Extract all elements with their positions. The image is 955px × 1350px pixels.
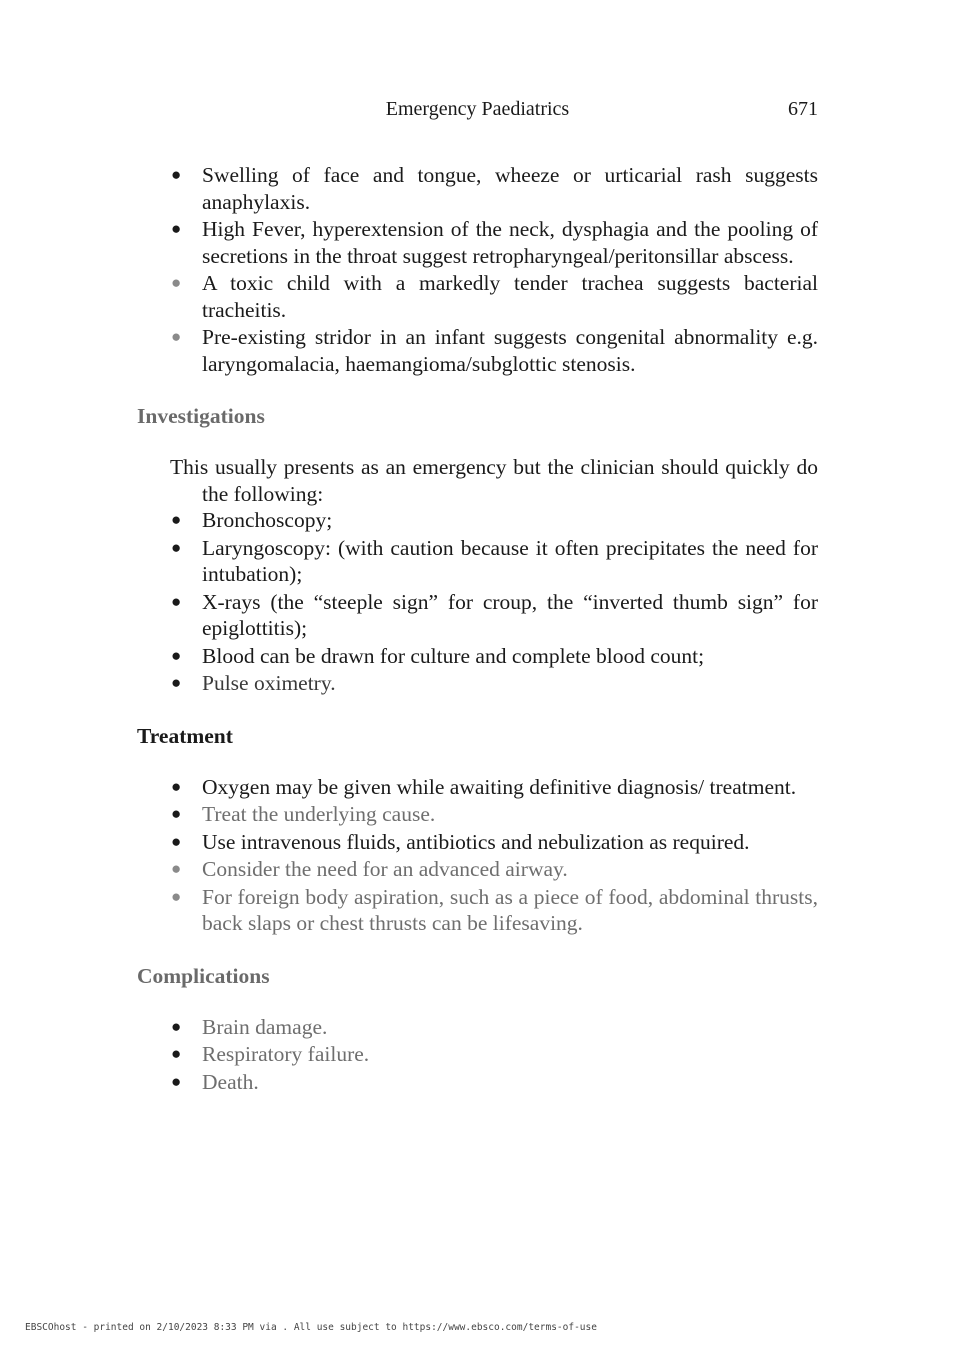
- bullet-icon: ●: [171, 645, 182, 665]
- page-body: [137, 162, 818, 1096]
- list-item: ● For foreign body aspiration, such as a piece of food, abdominal thrusts, back slaps or chest thrusts can be lifesaving.: [171, 884, 818, 935]
- bullet-icon: ●: [171, 1071, 182, 1091]
- complications-heading: Complications: [137, 963, 270, 988]
- complications-list: [137, 1014, 818, 1096]
- list-item: ● Oxygen may be given while awaiting definitive diagnosis/ treatment.: [171, 774, 797, 799]
- bullet-icon: ●: [171, 591, 182, 611]
- list-item: ● Death.: [171, 1069, 259, 1094]
- bullet-icon: ●: [171, 165, 182, 184]
- running-title: Emergency Paediatrics: [385, 98, 570, 120]
- list-item: ● Laryngoscopy: (with caution because it often precipitates the need for intubation);: [171, 535, 818, 586]
- list-item: ● Pulse oximetry.: [171, 671, 336, 695]
- list-item: ● Swelling of face and tongue, wheeze or urticarial rash suggests anaphylaxis.: [171, 163, 818, 214]
- bullet-icon: ●: [171, 886, 182, 906]
- bullet-icon: ●: [171, 1016, 182, 1036]
- list-item: ● Treat the underlying cause.: [171, 802, 436, 826]
- list-item: ● Consider the need for an advanced airway.: [171, 857, 568, 881]
- bullet-icon: ●: [171, 219, 182, 238]
- bullet-icon: ●: [171, 537, 182, 557]
- bullet-icon: ●: [171, 273, 182, 292]
- list-item: ● A toxic child with a markedly tender trachea suggests bacterial tracheitis.: [171, 271, 818, 322]
- page-number: 671: [788, 98, 818, 120]
- treatment-list: [137, 774, 818, 937]
- print-footer: EBSCOhost - printed on 2/10/2023 8:33 PM via . All use subject to https://www.ebsco.com/terms-of-use: [25, 1322, 597, 1333]
- bullet-icon: ●: [171, 776, 182, 796]
- investigations-list: [137, 507, 818, 697]
- list-item: ● Pre-existing stridor in an infant suggests congenital abnormality e.g. laryngomalacia, haemangioma/subglottic stenosis.: [171, 325, 818, 376]
- investigations-intro: This usually presents as an emergency but the clinician should quickly do the following:: [170, 455, 818, 506]
- list-item: ● Bronchoscopy;: [171, 508, 333, 532]
- running-header: [137, 96, 818, 122]
- bullet-icon: ●: [171, 510, 182, 529]
- treatment-heading: Treatment: [137, 723, 233, 748]
- list-item: ● Use intravenous fluids, antibiotics and nebulization as required.: [171, 829, 750, 854]
- list-item: ● Blood can be drawn for culture and complete blood count;: [171, 643, 705, 668]
- bullet-icon: ●: [171, 831, 182, 851]
- investigations-heading: Investigations: [137, 404, 265, 428]
- list-item: ● X-rays (the “steeple sign” for croup, the “inverted thumb sign” for epiglottitis);: [171, 589, 818, 640]
- list-item: ● Brain damage.: [171, 1014, 328, 1039]
- bullet-icon: ●: [171, 327, 182, 346]
- list-item: ● High Fever, hyperextension of the neck, dysphagia and the pooling of secretions in the throat suggest retropharyngeal/peritonsillar abscess.: [171, 217, 818, 268]
- bullet-icon: ●: [171, 673, 182, 692]
- list-item: ● Respiratory failure.: [171, 1042, 370, 1066]
- signs-list: [137, 162, 818, 377]
- bullet-icon: ●: [171, 804, 182, 823]
- bullet-icon: ●: [171, 1044, 182, 1063]
- bullet-icon: ●: [171, 859, 182, 878]
